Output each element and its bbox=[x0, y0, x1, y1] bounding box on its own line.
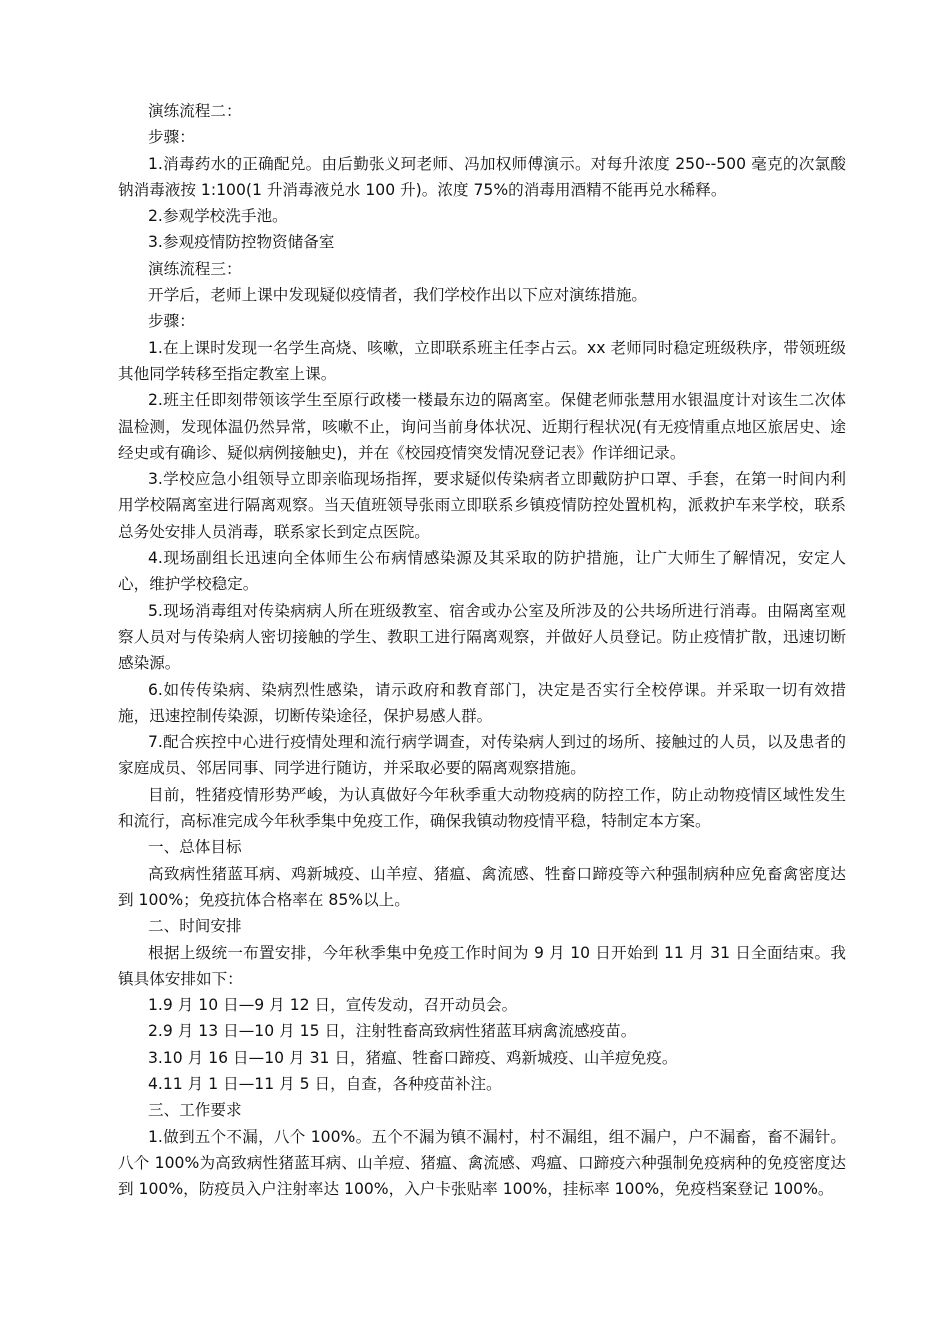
paragraph: 1.做到五个不漏，八个 100%。五个不漏为镇不漏村，村不漏组，组不漏户，户不漏畜，畜不漏针。八个 100%为高致病性猪蓝耳病、山羊痘、猪瘟、禽流感、鸡瘟、口蹄疫六种强制免疫病种的免疫密度达到 100%，防疫员入户注射率达 100%，入户卡张贴率 100%，挂标率 100%，免疫档案登记 100%。 bbox=[118, 1127, 846, 1199]
paragraph: 2.9 月 13 日—10 月 15 日，注射牲畜高致病性猪蓝耳病禽流感疫苗。 bbox=[148, 1022, 637, 1041]
section-heading: 三、工作要求 bbox=[148, 1101, 242, 1120]
paragraph: 1.9 月 10 日—9 月 12 日，宣传发动，召开动员会。 bbox=[148, 996, 518, 1015]
paragraph: 4.现场副组长迅速向全体师生公布病情感染源及其采取的防护措施，让广大师生了解情况，安定人心，维护学校稳定。 bbox=[118, 549, 846, 594]
paragraph: 1.消毒药水的正确配兑。由后勤张义珂老师、冯加权师傅演示。对每升浓度 250--500 毫克的次氯酸钠消毒液按 1:100(1 升消毒液兑水 100 升)。浓度 75%的消毒用酒精不能再兑水稀释。 bbox=[118, 154, 846, 199]
paragraph: 3.10 月 16 日—10 月 31 日，猪瘟、牲畜口蹄疫、鸡新城疫、山羊痘免疫。 bbox=[148, 1048, 678, 1067]
paragraph: 2.参观学校洗手池。 bbox=[148, 207, 288, 226]
steps-label: 步骤： bbox=[148, 312, 195, 331]
paragraph: 根据上级统一布置安排，今年秋季集中免疫工作时间为 9 月 10 日开始到 11 月 31 日全面结束。我镇具体安排如下： bbox=[118, 943, 846, 988]
paragraph: 4.11 月 1 日—11 月 5 日，自查，各种疫苗补注。 bbox=[148, 1074, 502, 1093]
paragraph: 3.参观疫情防控物资储备室 bbox=[148, 233, 335, 252]
section-heading: 二、时间安排 bbox=[148, 917, 242, 936]
paragraph: 1.在上课时发现一名学生高烧、咳嗽，立即联系班主任李占云。xx 老师同时稳定班级秩序，带领班级其他同学转移至指定教室上课。 bbox=[118, 338, 846, 383]
paragraph: 7.配合疾控中心进行疫情处理和流行病学调查，对传染病人到过的场所、接触过的人员，以及患者的家庭成员、邻居同事、同学进行随访，并采取必要的隔离观察措施。 bbox=[118, 733, 846, 778]
paragraph: 目前，牲猪疫情形势严峻，为认真做好今年秋季重大动物疫病的防控工作，防止动物疫情区域性发生和流行，高标准完成今年秋季集中免疫工作，确保我镇动物疫情平稳，特制定本方案。 bbox=[118, 785, 846, 831]
paragraph: 5.现场消毒组对传染病病人所在班级教室、宿舍或办公室及所涉及的公共场所进行消毒。由隔离室观察人员对与传染病人密切接触的学生、教职工进行隔离观察，并做好人员登记。防止疫情扩散，迅速切断感染源。 bbox=[118, 601, 846, 673]
steps-label: 步骤： bbox=[148, 128, 195, 147]
document-page bbox=[118, 98, 846, 1202]
paragraph: 2.班主任即刻带领该学生至原行政楼一楼最东边的隔离室。保健老师张慧用水银温度计对该生二次体温检测，发现体温仍然异常，咳嗽不止，询问当前身体状况、近期行程状况(有无疫情重点地区旅居史、途经史或有确诊、疑似病例接触史)，并在《校园疫情突发情况登记表》作详细记录。 bbox=[118, 391, 846, 462]
section-heading: 演练流程三： bbox=[148, 259, 242, 278]
paragraph: 6.如传传染病、染病烈性感染，请示政府和教育部门，决定是否实行全校停课。并采取一切有效措施，迅速控制传染源，切断传染途径，保护易感人群。 bbox=[118, 680, 846, 725]
section-heading: 演练流程二： bbox=[148, 102, 242, 120]
paragraph: 高致病性猪蓝耳病、鸡新城疫、山羊痘、猪瘟、禽流感、牲畜口蹄疫等六种强制病种应免畜禽密度达到 100%；免疫抗体合格率在 85%以上。 bbox=[118, 864, 846, 909]
paragraph: 3.学校应急小组领导立即亲临现场指挥，要求疑似传染病者立即戴防护口罩、手套，在第一时间内利用学校隔离室进行隔离观察。当天值班领导张雨立即联系乡镇疫情防控处置机构，派救护车来学校，联系总务处安排人员消毒，联系家长到定点医院。 bbox=[118, 470, 846, 541]
paragraph: 开学后，老师上课中发现疑似疫情者，我们学校作出以下应对演练措施。 bbox=[148, 286, 648, 305]
section-heading: 一、总体目标 bbox=[148, 838, 242, 857]
